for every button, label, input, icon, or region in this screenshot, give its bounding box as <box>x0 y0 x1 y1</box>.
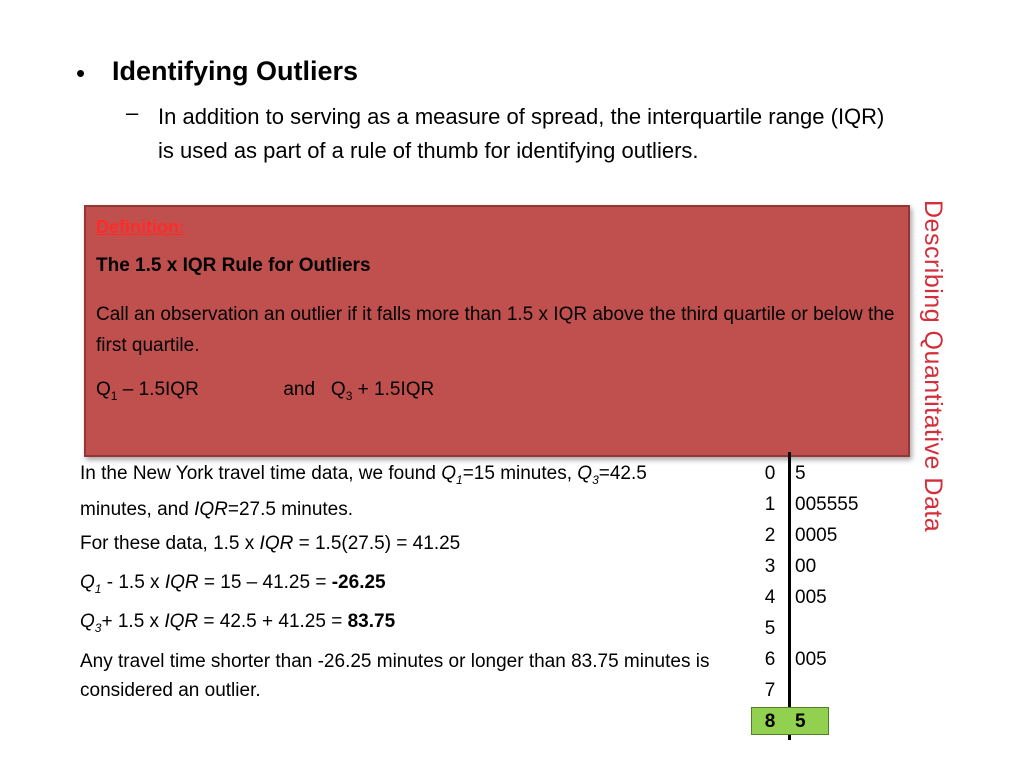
stemplot-row <box>748 644 838 675</box>
formula-and: and <box>283 379 316 400</box>
example-upper-fence: $Q_3+ 1.5$ x IQR = 42.5 + 41.25 = 83.75 <box>80 611 396 635</box>
definition-formula <box>96 379 434 403</box>
stem-value: 4 <box>764 587 776 608</box>
stemplot-row <box>748 551 838 582</box>
leaf-values: 005 <box>795 649 827 670</box>
example-paragraph-quartiles: In the New York travel time data, we found $Q_1=15$ minutes, $Q_3=42.5$ minutes, and IQR=27.5 minutes. <box>80 463 647 520</box>
stemplot-row <box>748 582 838 613</box>
definition-text: Call an observation an outlier if it falls more than 1.5 x IQR above the third quartile or below the first quartile. <box>96 304 895 356</box>
leaf-values: 00 <box>795 556 817 577</box>
stemplot-row <box>748 613 838 644</box>
stemplot-row <box>748 489 859 520</box>
stem-value: 7 <box>764 680 776 701</box>
sub-bullet-marker: – <box>126 100 139 125</box>
stem-value: 1 <box>764 494 776 515</box>
stem-value: 8 <box>764 711 776 732</box>
example-conclusion: Any travel time shorter than -26.25 minutes or longer than 83.75 minutes is considered an outlier. <box>80 651 710 701</box>
stemplot-row <box>748 675 838 706</box>
example-lower-fence: $Q_1 - 1.5$ x IQR = 15 – 41.25 = -26.25 <box>80 572 386 596</box>
leaf-values: 005 <box>795 587 827 608</box>
leaf-values: 5 <box>795 463 806 484</box>
side-title: Describing Quantitative Data <box>919 200 947 533</box>
lower-fence-value: -26.25 <box>331 572 386 593</box>
leaf-values: 5 <box>795 711 806 732</box>
slide-heading: Identifying Outliers <box>112 56 359 86</box>
bullet-marker: • <box>76 58 86 88</box>
intro-text: In addition to serving as a measure of spread, the interquartile range (IQR) is used as part of a rule of thumb for identifying outliers. <box>158 104 885 163</box>
upper-fence-value: 83.75 <box>347 611 396 632</box>
stemplot <box>748 458 859 748</box>
definition-box <box>84 205 910 457</box>
formula-q3-sub: 3 <box>345 388 353 403</box>
stem-value: 0 <box>764 463 776 484</box>
stemplot-row <box>748 520 838 551</box>
stem-value: 3 <box>764 556 776 577</box>
definition-label: Definition: <box>96 217 185 237</box>
definition-title: The 1.5 x IQR Rule for Outliers <box>96 255 371 276</box>
stem-value: 2 <box>764 525 776 546</box>
example-paragraph-iqr-calc: For these data, 1.5 x IQR = 1.5(27.5) = 41.25 <box>80 533 461 554</box>
stemplot-row-highlighted <box>748 706 838 737</box>
formula-q1-rest: – 1.5IQR <box>117 379 199 400</box>
stem-value: 5 <box>764 618 776 639</box>
leaf-values: 0005 <box>795 525 838 546</box>
formula-q1: Q <box>96 379 111 400</box>
formula-q3: Q <box>330 379 346 400</box>
formula-q1-sub: 1 <box>110 388 118 403</box>
leaf-values: 005555 <box>795 494 859 515</box>
stemplot-row <box>748 458 838 489</box>
stem-value: 6 <box>764 649 776 670</box>
formula-q3-rest: + 1.5IQR <box>352 379 435 400</box>
